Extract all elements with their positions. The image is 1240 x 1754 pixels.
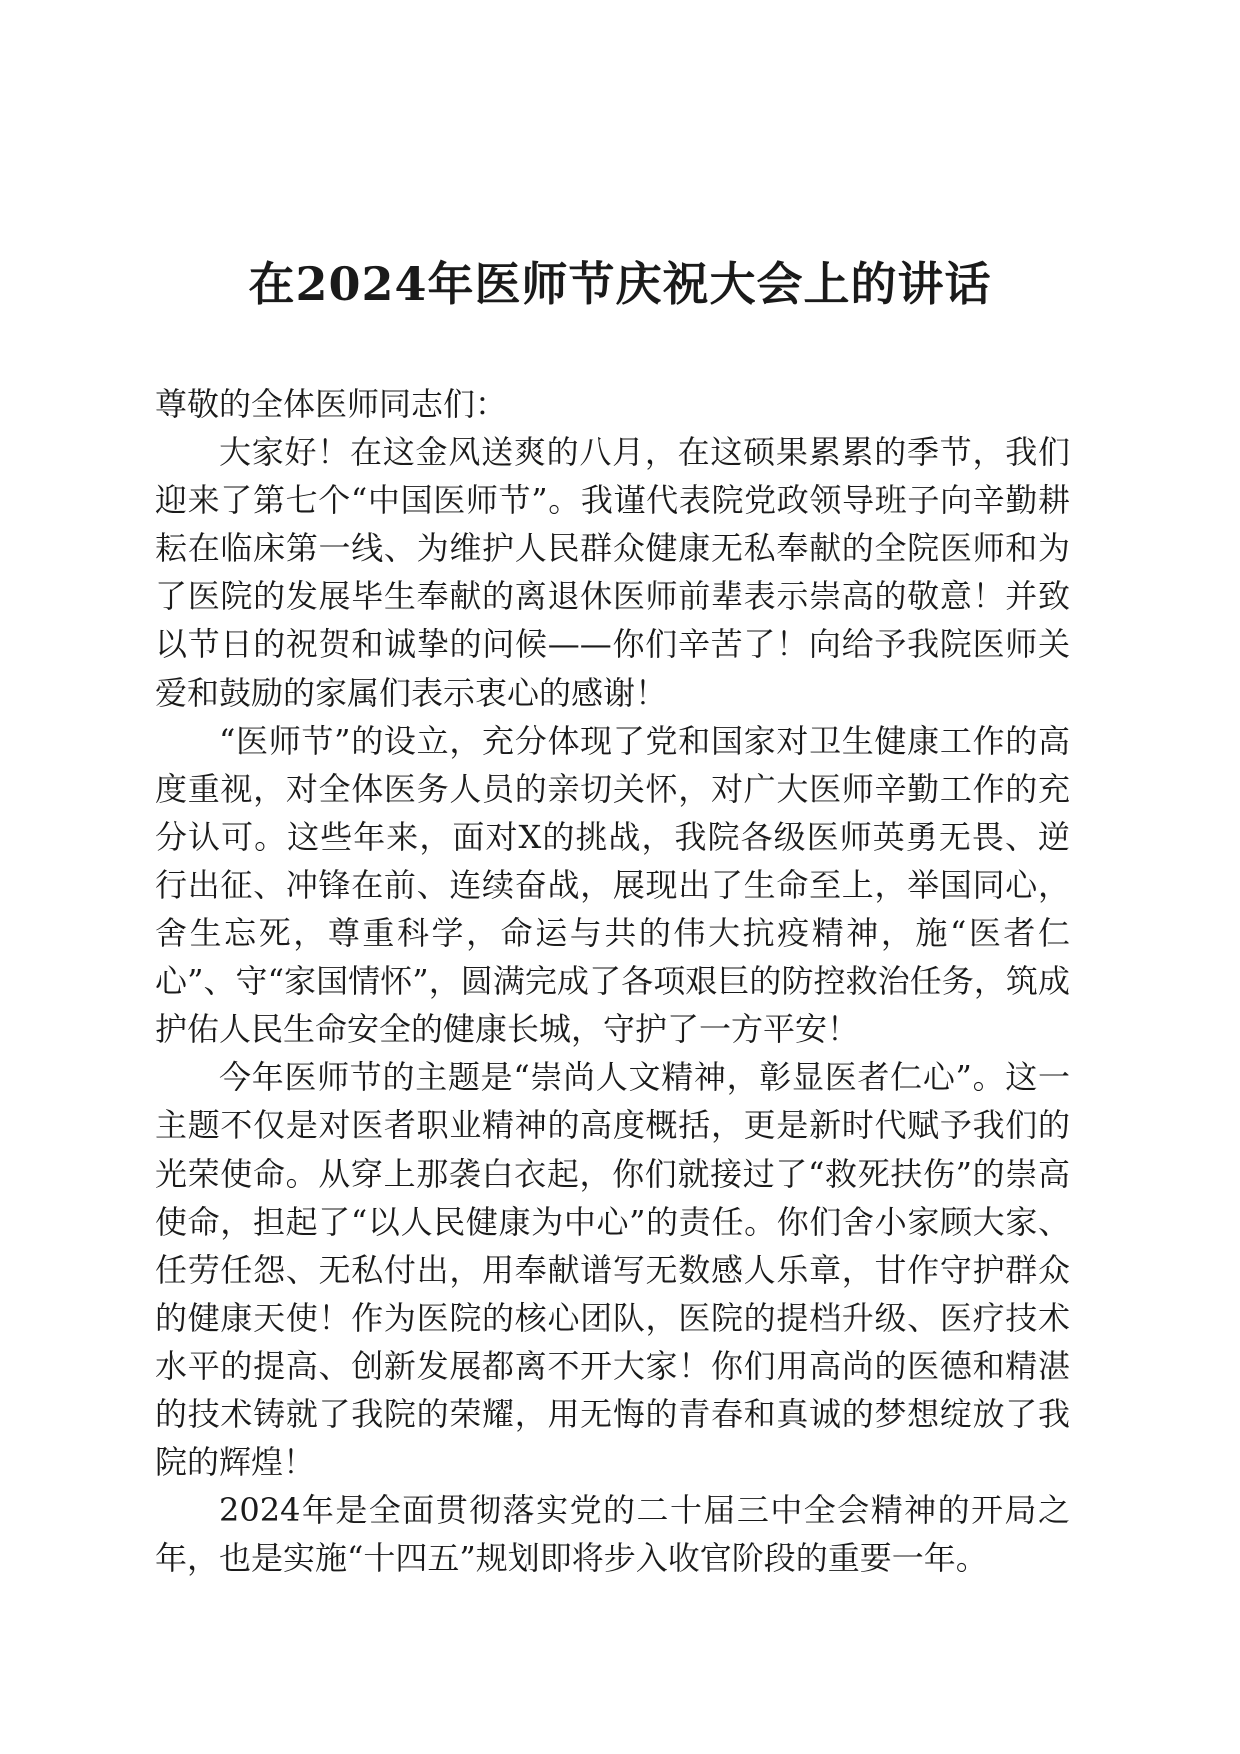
paragraph-significance: “医师节”的设立，充分体现了党和国家对卫生健康工作的高度重视，对全体医务人员的亲切关怀，对广大医师辛勤工作的充分认可。这些年来，面对X的挑战，我院各级医师英勇无畏、逆行出征、冲锋在前、连续奋战，展现出了生命至上，举国同心，舍生忘死，尊重科学，命运与共的伟大抗疫精神，施“医者仁心”、守“家国情怀”，圆满完成了各项艰巨的防控救治任务，筑成护佑人民生命安全的健康长城，守护了一方平安！ [155, 721, 1070, 1049]
document-body [155, 380, 1070, 1582]
document-title: 在2024年医师节庆祝大会上的讲话 [248, 257, 992, 311]
paragraph-opening: 大家好！在这金风送爽的八月，在这硕果累累的季节，我们迎来了第七个“中国医师节”。我谨代表院党政领导班子向辛勤耕耘在临床第一线、为维护人民群众健康无私奉献的全院医师和为了医院的发展毕生奉献的离退休医师前辈表示崇高的敬意！并致以节日的祝贺和诚挚的问候——你们辛苦了！向给予我院医师关爱和鼓励的家属们表示衷心的感谢！ [155, 433, 1070, 712]
paragraph-theme: 今年医师节的主题是“崇尚人文精神，彰显医者仁心”。这一主题不仅是对医者职业精神的高度概括，更是新时代赋予我们的光荣使命。从穿上那袭白衣起，你们就接过了“救死扶伤”的崇高使命，担起了“以人民健康为中心”的责任。你们舍小家顾大家、任劳任怨、无私付出，用奉献谱写无数感人乐章，甘作守护群众的健康天使！作为医院的核心团队，医院的提档升级、医疗技术水平的提高、创新发展都离不开大家！你们用高尚的医德和精湛的技术铸就了我院的荣耀，用无悔的青春和真诚的梦想绽放了我院的辉煌！ [155, 1058, 1070, 1482]
salutation: 尊敬的全体医师同志们： [155, 385, 508, 423]
paragraph-2024-outlook: 2024年是全面贯彻落实党的二十届三中全会精神的开局之年，也是实施“十四五”规划即将步入收官阶段的重要一年。 [155, 1491, 1070, 1578]
